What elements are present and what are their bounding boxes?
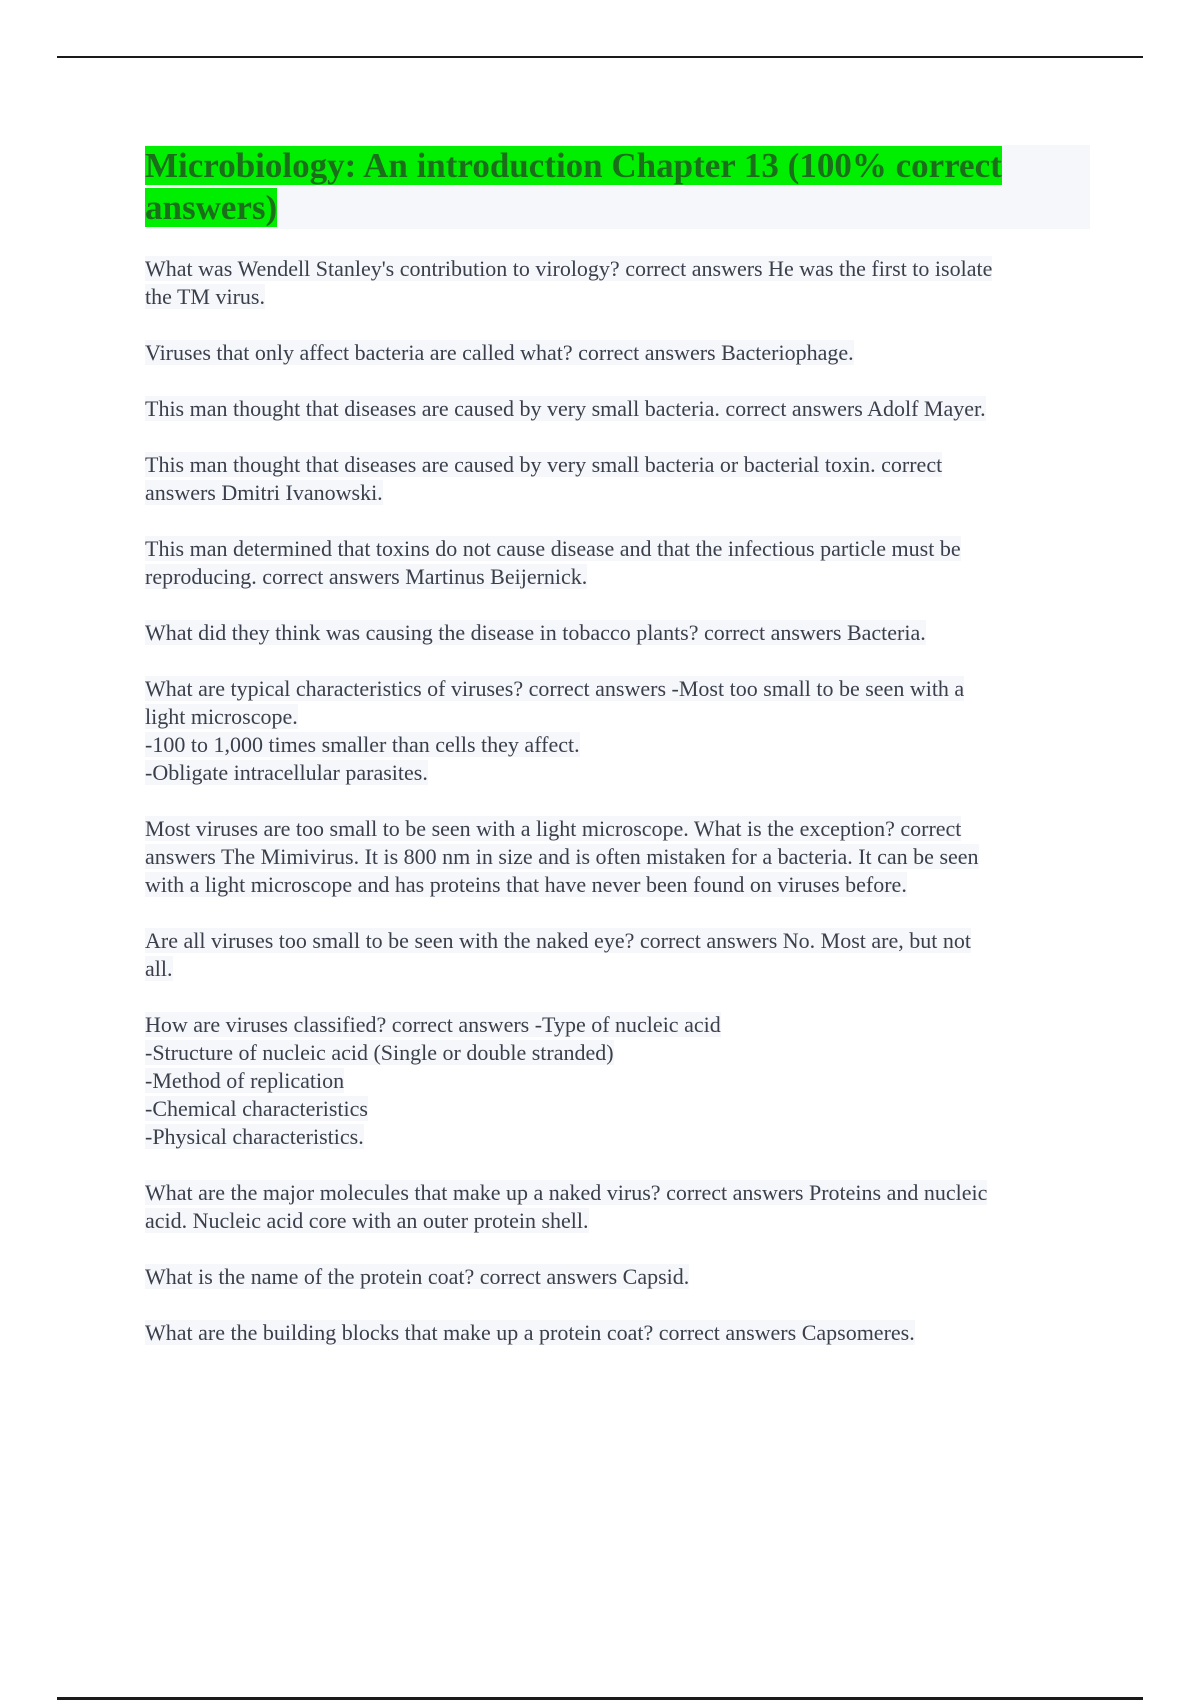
qa-line-text: This man determined that toxins do not cause disease and that the infectious particle must be (145, 536, 961, 561)
qa-line-text: with a light microscope and has proteins that have never been found on viruses before. (145, 872, 907, 897)
qa-line-text: acid. Nucleic acid core with an outer protein shell. (145, 1208, 589, 1233)
qa-item (145, 535, 1090, 591)
qa-line-text: What was Wendell Stanley's contribution to virology? correct answers He was the first to isolate (145, 256, 993, 281)
qa-line (145, 843, 1090, 871)
qa-line-text: What are the building blocks that make up a protein coat? correct answers Capsomeres. (145, 1320, 915, 1345)
qa-line (145, 1207, 1090, 1235)
qa-line-text: -Structure of nucleic acid (Single or double stranded) (145, 1040, 614, 1065)
qa-line (145, 703, 1090, 731)
qa-line (145, 255, 1090, 283)
qa-line-text: all. (145, 956, 173, 981)
qa-item (145, 675, 1090, 787)
qa-list (145, 255, 1090, 1347)
qa-line-text: What is the name of the protein coat? correct answers Capsid. (145, 1264, 690, 1289)
qa-line (145, 619, 1090, 647)
qa-line (145, 1011, 1090, 1039)
qa-line-text: What did they think was causing the disease in tobacco plants? correct answers Bacteria. (145, 620, 926, 645)
qa-item (145, 815, 1090, 899)
qa-line-text: Most viruses are too small to be seen with a light microscope. What is the exception? correct (145, 816, 962, 841)
qa-line (145, 283, 1090, 311)
qa-line-text: answers The Mimivirus. It is 800 nm in size and is often mistaken for a bacteria. It can be seen (145, 844, 979, 869)
qa-item (145, 1179, 1090, 1235)
qa-line-text: light microscope. (145, 704, 298, 729)
qa-line-text: What are typical characteristics of viruses? correct answers -Most too small to be seen with a (145, 676, 965, 701)
qa-line-text: -Physical characteristics. (145, 1124, 364, 1149)
document-body (145, 145, 1090, 1375)
qa-item (145, 339, 1090, 367)
qa-line (145, 1319, 1090, 1347)
qa-line-text: This man thought that diseases are caused by very small bacteria. correct answers Adolf Mayer. (145, 396, 986, 421)
qa-line (145, 479, 1090, 507)
qa-line (145, 563, 1090, 591)
qa-line-text: -100 to 1,000 times smaller than cells they affect. (145, 732, 580, 757)
qa-line (145, 675, 1090, 703)
qa-item (145, 1263, 1090, 1291)
qa-line-text: What are the major molecules that make up a naked virus? correct answers Proteins and nucleic (145, 1180, 988, 1205)
qa-line (145, 535, 1090, 563)
qa-line (145, 927, 1090, 955)
qa-line (145, 1123, 1090, 1151)
qa-line-text: -Obligate intracellular parasites. (145, 760, 428, 785)
qa-line-text: Are all viruses too small to be seen with the naked eye? correct answers No. Most are, but not (145, 928, 971, 953)
qa-line (145, 395, 1090, 423)
qa-line-text: reproducing. correct answers Martinus Beijernick. (145, 564, 588, 589)
qa-line-text: -Chemical characteristics (145, 1096, 368, 1121)
qa-line (145, 955, 1090, 983)
qa-item (145, 1319, 1090, 1347)
qa-item (145, 395, 1090, 423)
title-block (145, 145, 1090, 229)
qa-line-text: Viruses that only affect bacteria are called what? correct answers Bacteriophage. (145, 340, 854, 365)
qa-line (145, 451, 1090, 479)
qa-line (145, 815, 1090, 843)
qa-item (145, 1011, 1090, 1151)
qa-line (145, 1263, 1090, 1291)
qa-line-text: answers Dmitri Ivanowski. (145, 480, 383, 505)
qa-line (145, 1179, 1090, 1207)
qa-item (145, 619, 1090, 647)
qa-item (145, 451, 1090, 507)
qa-item (145, 255, 1090, 311)
qa-line (145, 759, 1090, 787)
top-rule (57, 56, 1143, 58)
qa-line-text: How are viruses classified? correct answers -Type of nucleic acid (145, 1012, 721, 1037)
qa-line-text: the TM virus. (145, 284, 265, 309)
qa-line (145, 1067, 1090, 1095)
qa-line (145, 339, 1090, 367)
qa-line-text: This man thought that diseases are caused by very small bacteria or bacterial toxin. correct (145, 452, 943, 477)
qa-item (145, 927, 1090, 983)
document-title: Microbiology: An introduction Chapter 13 (100% correct answers) (145, 146, 1002, 227)
qa-line (145, 1039, 1090, 1067)
qa-line-text: -Method of replication (145, 1068, 345, 1093)
qa-line (145, 1095, 1090, 1123)
qa-line (145, 871, 1090, 899)
qa-line (145, 731, 1090, 759)
